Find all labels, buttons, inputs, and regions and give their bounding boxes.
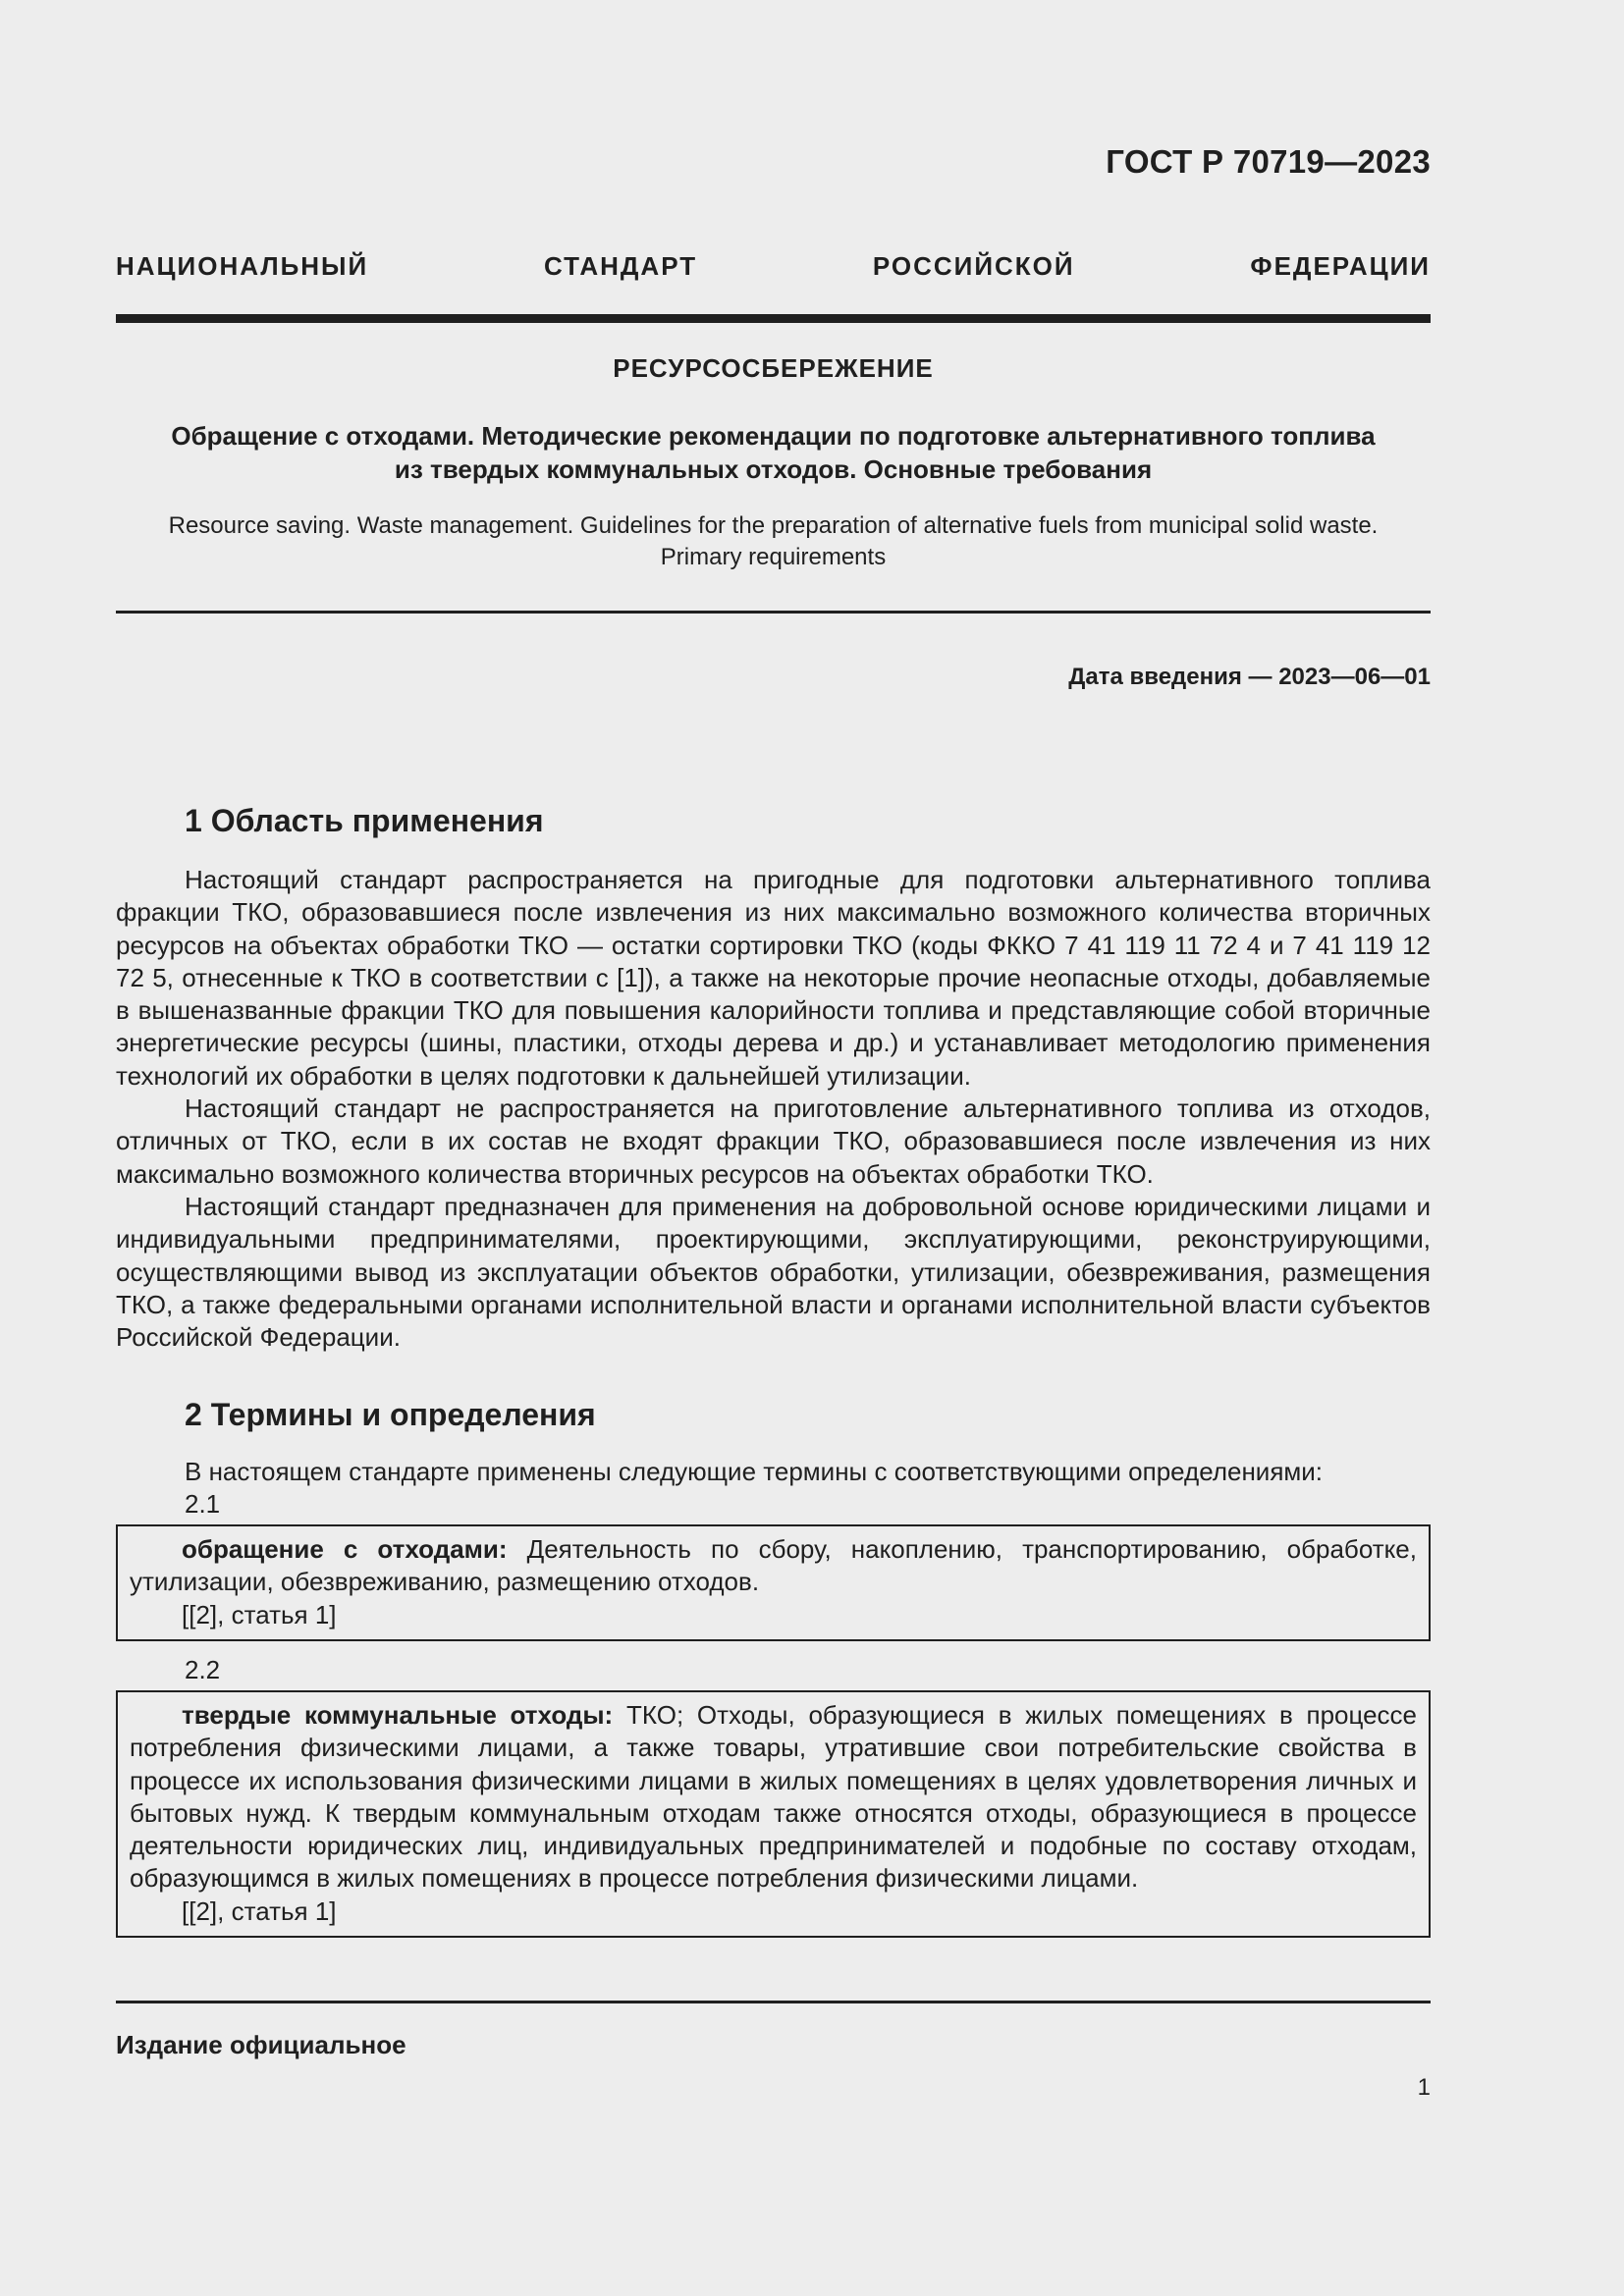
term-definition-text: ТКО; Отходы, образующиеся в жилых помещениях в процессе потребления физическими лицами, а также товары, утратившие свои потребительские свойства в процессе их использования физическими лицами в жилых помещениях в целях удовлетворения личных и бытовых нужд. К твердым коммунальным отходам также относятся отходы, образующиеся в процессе деятельности юридических лиц, индивидуальных предпринимателей и подобные по составу отходам, образующимся в жилых помещениях в процессе потребления физическими лицами. (130, 1700, 1418, 1894)
term-name: обращение с отходами: (182, 1534, 508, 1564)
title-ru-line-1: Обращение с отходами. Методические рекомендации по подготовке альтернативного топлива (171, 421, 1376, 451)
term-definition (130, 1699, 1417, 1896)
introduction-date: Дата введения — 2023—06—01 (1068, 664, 1431, 690)
term-definition-box (116, 1524, 1431, 1641)
section-2-heading: 2 Термины и определения (185, 1397, 596, 1432)
term-reference: [[2], статья 1] (182, 1896, 337, 1926)
standard-category: РЕСУРСОСБЕРЕЖЕНИЕ (613, 353, 934, 383)
standard-number: ГОСТ Р 70719—2023 (1106, 143, 1431, 180)
term-definition (130, 1533, 1417, 1599)
header-divider-thick (116, 314, 1431, 323)
term-definition-text: Деятельность по сбору, накоплению, транспортированию, обработке, утилизации, обезвреживанию, размещению отходов. (130, 1534, 1417, 1597)
section-1-heading: 1 Область применения (185, 803, 544, 838)
term-number: 2.2 (185, 1655, 221, 1684)
title-ru-line-2: из твердых коммунальных отходов. Основные требования (394, 454, 1153, 484)
section-2-intro: В настоящем стандарте применены следующие термины с соответствующими определениями: (185, 1457, 1324, 1486)
section-1-body (116, 864, 1431, 1354)
term-reference: [[2], статья 1] (182, 1599, 337, 1629)
official-edition-label: Издание официальное (116, 2030, 406, 2059)
section-1-paragraph: Настоящий стандарт распространяется на пригодные для подготовки альтернативного топлива фракции ТКО, образовавшиеся после извлечения из них максимально возможного количества вторичных ресурсов на объектах обработки ТКО — остатки сортировки ТКО (коды ФККО 7 41 119 11 72 4 и 7 41 119 12 72 5, отнесенные к ТКО в соответствии с [1]), а также на некоторые прочие неопасные отходы, добавляемые в вышеназванные фракции ТКО для повышения калорийности топлива и представляющие собой вторичные энергетические ресурсы (шины, пластики, отходы дерева и др.) и устанавливает методологию применения технологий их обработки в целях подготовки к дальнейшей утилизации. (116, 865, 1431, 1091)
title-en-line-1: Resource saving. Waste management. Guidelines for the preparation of alternative fuels from municipal solid waste. (168, 512, 1379, 539)
document-title-en (116, 510, 1431, 573)
footer-divider (116, 2001, 1431, 2003)
title-divider (116, 611, 1431, 614)
section-1-paragraph: Настоящий стандарт не распространяется на приготовление альтернативного топлива из отходов, отличных от ТКО, если в их состав не входят фракции ТКО, образовавшиеся после извлечения из них максимально возможного количества вторичных ресурсов на объектах обработки ТКО. (116, 1094, 1431, 1189)
national-standard-banner: НАЦИОНАЛЬНЫЙ СТАНДАРТ РОССИЙСКОЙ ФЕДЕРАЦИИ (116, 251, 1431, 281)
section-1-paragraph: Настоящий стандарт предназначен для применения на добровольной основе юридическими лицами и индивидуальными предпринимателями, проектирующими, эксплуатирующими, реконструирующими, осуществляющими вывод из эксплуатации объектов обработки, утилизации, обезвреживания, размещения ТКО, а также федеральными органами исполнительной власти и органами исполнительной власти субъектов Российской Федерации. (116, 1191, 1431, 1353)
term-name: твердые коммунальные отходы: (182, 1700, 614, 1730)
page-number: 1 (1417, 2074, 1431, 2101)
document-title-ru (116, 419, 1431, 486)
term-definition-box (116, 1690, 1431, 1938)
term-number: 2.1 (185, 1489, 221, 1519)
title-en-line-2: Primary requirements (660, 544, 887, 570)
